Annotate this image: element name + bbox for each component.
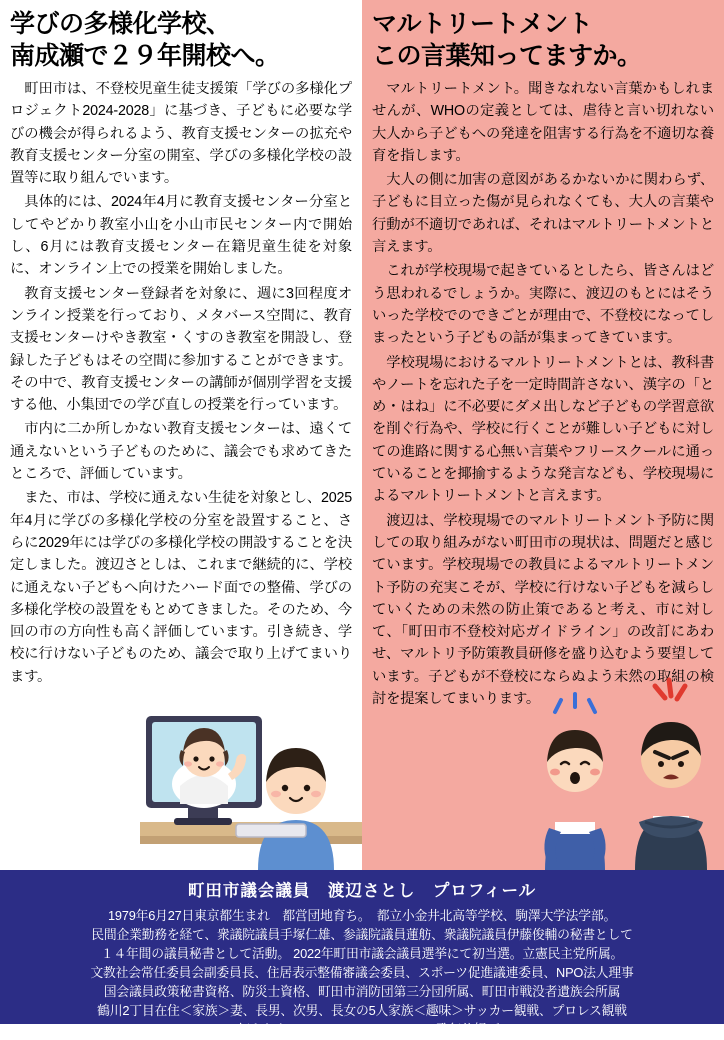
left-body-text [10,78,352,688]
left-headline-line-2: 南成瀬で２９年開校へ。 [10,42,280,70]
profile-line-2: 民間企業勤務を経て、衆議院議員手塚仁雄、参議院議員蓮舫、衆議院議員伊藤俊輔の秘書として [91,926,633,942]
left-paragraph-5: また、市は、学校に通えない生徒を対象とし、2025年4月に学びの多様化学校の分室を設置すること、さらに2029年には学びの多様化学校の開設することを決定しました。渡辺さとしは、これまで継続的に、学校に通えない子どもへ向けたハード面での整備、学びの多様化学校の設置をもとめてきました。そのため、今回の市の方向性も高く評価しています。引き続き、学校に行けない子どものため、議会で取り上げてまいります。 [10,490,352,685]
left-paragraph-1: 町田市は、不登校児童生徒支援策「学びの多様化プロジェクト2024-2028」に基づき、子どもに必要な学びの機会が得られるよう、教育支援センターの拡充や教育支援センター分室の開室、学びの多様化学校の設置等に取り組んでいます。 [10,81,352,187]
right-paragraph-3: これが学校現場で起きているとしたら、皆さんはどう思われるでしょうか。実際に、渡辺のもとにはそういった学校でのできごとが理由で、不登校になってしまったという子どもの話が集まってきています。 [372,263,714,347]
right-paragraph-4: 学校現場におけるマルトリートメントとは、教科書やノートを忘れた子を一定時間許さない、漢字の「とめ・はね」に不必要にダメ出しなど子どもの学習意欲を削ぐ行為や、学校に行くことが難しい子どもに対しての進路に関する心無い言葉やフリースクールに通っていることを揶揄するような発言なども、学校現場によるマルトリートメントと言えます。 [372,354,714,505]
right-headline-line-1: マルトリートメント [372,10,593,38]
right-body-text [372,78,714,710]
teacher-scolding-child-illustration [535,672,724,870]
profile-line-3: １４年間の議員秘書として活動。 2022年町田市議会議員選挙にて初当選。立憲民主党所属。 [100,945,624,961]
left-headline [10,8,352,72]
profile-line-5: 国会議員政策秘書資格、防災士資格、町田市消防団第三分団所属、町田市戦没者遺族会所属 [103,983,621,999]
profile-title: 町田市議会議員 渡辺さとし プロフィール [187,882,537,900]
profile-line-6: 鶴川2丁目在住＜家族＞妻、長男、次男、長女の5人家族＜趣味＞サッカー観戦、プロレス観戦 [97,1002,627,1018]
online-class-illustration [140,672,362,870]
left-headline-line-1: 学びの多様化学校、 [10,10,231,38]
profile-line-4: 文教社会常任委員会副委員長、住居表示整備審議会委員、スポーツ促進議連委員、NPO法人理事 [90,964,634,980]
right-paragraph-1: マルトリートメント。聞きなれない言葉かもしれませんが、WHOの定義としては、虐待と言い切れない大人から子どもへの発達を阻害する行為を不適切な養育を指します。 [372,81,714,164]
left-paragraph-3: 教育支援センター登録者を対象に、週に3回程度オンライン授業を行っており、メタバース空間に、教育支援センターけやき教室・くすのき教室を開設し、登録した子どもはその空間に参加することができます。その中で、教育支援センターの講師が個別学習を支援する他、小集団での学び直しの授業を行っています。 [10,285,352,414]
profile-footer [0,870,724,1037]
profile-line-7: ＜好きなもの＞ラーメン、コーヒー、歌舞伎揚げ [224,1021,500,1037]
profile-line-1: 1979年6月27日東京都生まれ 都営団地育ち。 都立小金井北高等学校、駒澤大学法学部。 [107,908,617,923]
left-paragraph-2: 具体的には、2024年4月に教育支援センター分室としてやどかり教室小山を小山市民センター内で開始し、6月には教育支援センター在籍児童生徒を対象に、オンライン上での授業を開始しました。 [10,194,352,278]
right-paragraph-2: 大人の側に加害の意図があるかないかに関わらず、子どもに目立った傷が見られなくても、大人の言葉や行動が不適切であれば、それはマルトリートメントと言えます。 [372,172,714,256]
right-headline-line-2: この言葉知ってますか。 [372,42,642,70]
right-paragraph-5: 渡辺は、学校現場でのマルトリートメント予防に関しての取り組みがない町田市の現状は、問題だと感じています。学校現場での教員によるマルトリートメント予防の充実こそが、学校に行けない子どもを減らしていくための未然の防止策であると考え、市に対して、「町田市不登校対応ガイドライン」の改訂にあわせ、マルトリ予防策教員研修を盛り込むよう要望しています。子どもが不登校にならぬよう未然の取組の検討を提案してまいります。 [372,512,714,708]
left-paragraph-4: 市内に二か所しかない教育支援センターは、遠くて通えないという子どものために、議会でも求めてきたところで、評価しています。 [10,421,352,483]
right-headline [372,8,714,72]
